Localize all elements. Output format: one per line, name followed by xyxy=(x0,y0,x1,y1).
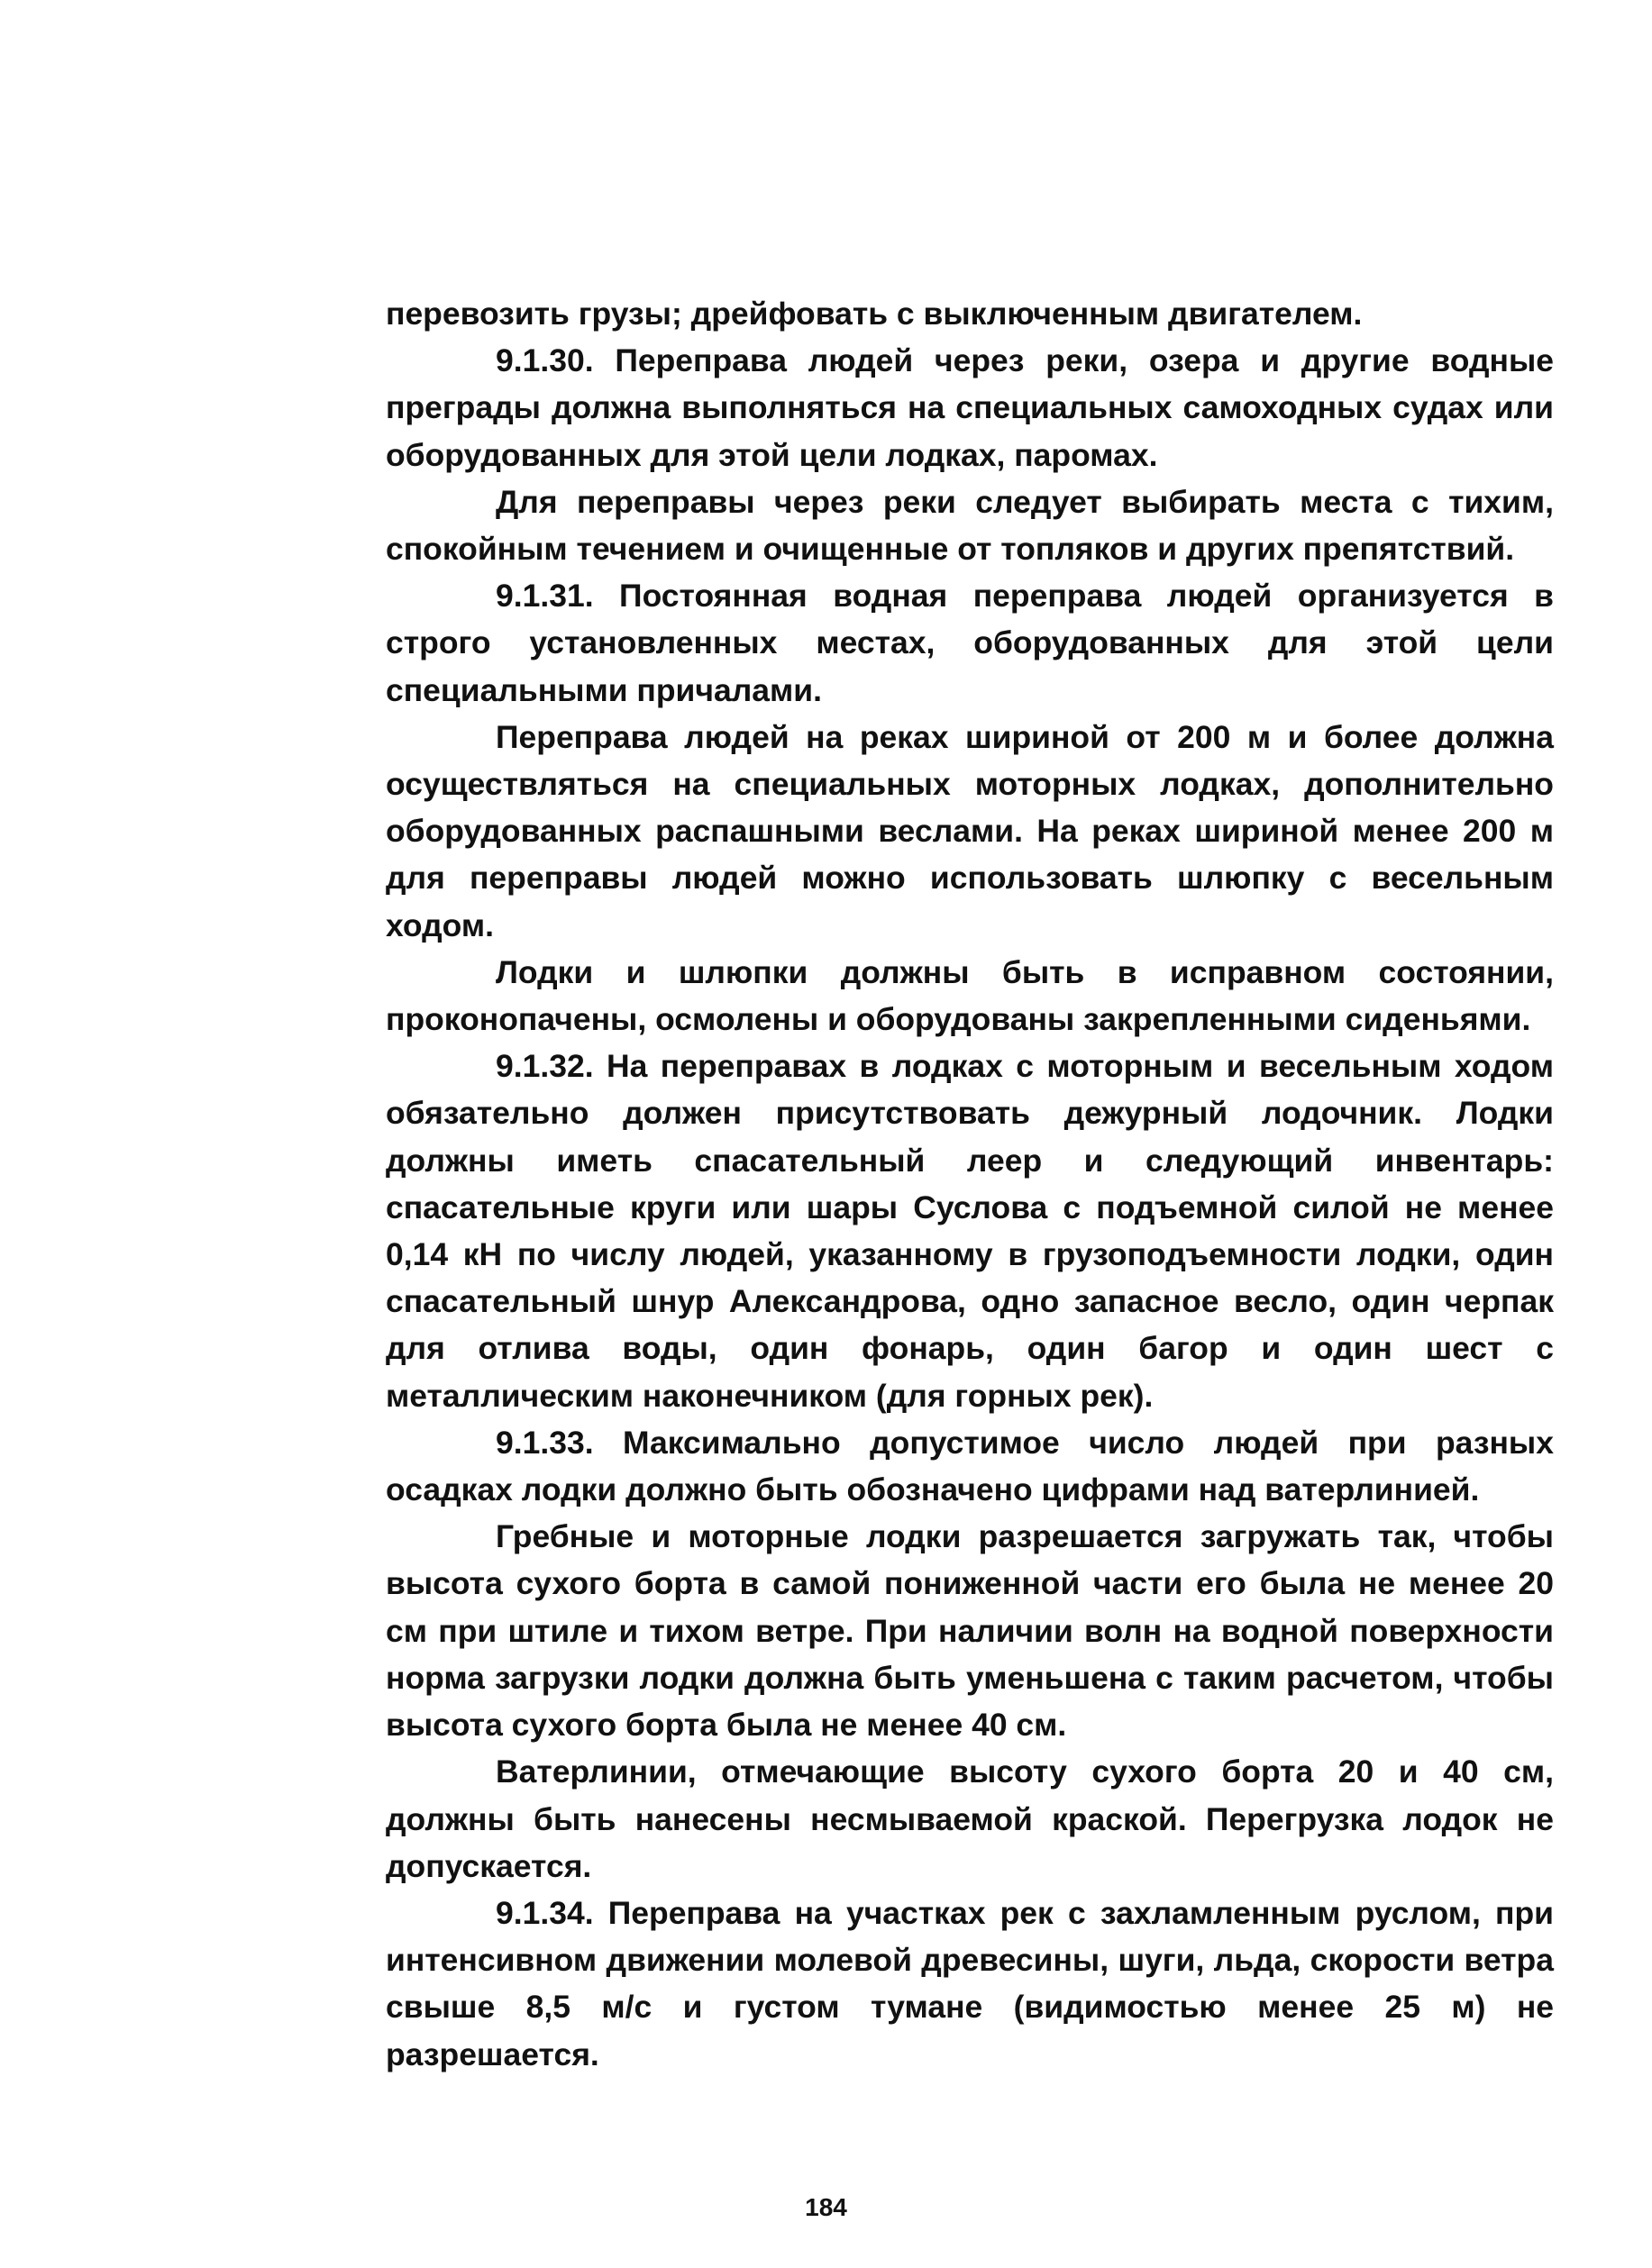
paragraph-9-1-32: 9.1.32. На переправах в лодках с моторным и весельным ходом обязательно должен присутствовать дежурный лодочник. Лодки должны иметь спасательный леер и следующий инвентарь: спасательные круги или шары Суслова с подъемной силой не менее 0,14 кН по числу людей, указанному в грузоподъемности лодки, один спасательный шнур Александрова, одно запасное весло, один черпак для отлива воды, один фонарь, один багор и один шест с металлическим наконечником (для горных рек). xyxy=(386,1048,1554,1414)
paragraph-river-width: Переправа людей на реках шириной от 200 м и более должна осуществляться на специальных моторных лодках, дополнительно оборудованных распашными веслами. На реках шириной менее 200 м для переправы людей можно использовать шлюпку с весельным ходом. xyxy=(386,718,1554,943)
page-number: 184 xyxy=(805,2193,847,2221)
paragraph-waterlines: Ватерлинии, отмечающие высоту сухого борта 20 и 40 см, должны быть нанесены несмываемой краской. Перегрузка лодок не допускается. xyxy=(386,1753,1554,1884)
body-text xyxy=(386,290,1554,2078)
paragraph-crossing-site: Для переправы через реки следует выбирать места с тихим, спокойным течением и очищенные от топляков и других препятствий. xyxy=(386,483,1554,568)
paragraph-boat-condition: Лодки и шлюпки должны быть в исправном состоянии, проконопачены, осмолены и оборудованы закрепленными сиденьями. xyxy=(386,953,1554,1038)
paragraph-9-1-31: 9.1.31. Постоянная водная переправа людей организуется в строго установленных местах, оборудованных для этой цели специальными причалами. xyxy=(386,578,1554,708)
paragraph-9-1-33: 9.1.33. Максимально допустимое число людей при разных осадках лодки должно быть обозначено цифрами над ватерлинией. xyxy=(386,1424,1554,1508)
paragraph-9-1-30: 9.1.30. Переправа людей через реки, озера и другие водные преграды должна выполняться на специальных самоходных судах или оборудованных для этой цели лодках, паромах. xyxy=(386,342,1554,473)
paragraph-loading: Гребные и моторные лодки разрешается загружать так, чтобы высота сухого борта в самой пониженной части его была не менее 20 см при штиле и тихом ветре. При наличии волн на водной поверхности норма загрузки лодки должна быть уменьшена с таким расчетом, чтобы высота сухого борта была не менее 40 см. xyxy=(386,1518,1554,1744)
paragraph-9-1-34: 9.1.34. Переправа на участках рек с захламленным руслом, при интенсивном движении молевой древесины, шуги, льда, скорости ветра свыше 8,5 м/с и густом тумане (видимостью менее 25 м) не разрешается. xyxy=(386,1894,1554,2072)
paragraph-continuation: перевозить грузы; дрейфовать с выключенным двигателем. xyxy=(386,296,1363,332)
